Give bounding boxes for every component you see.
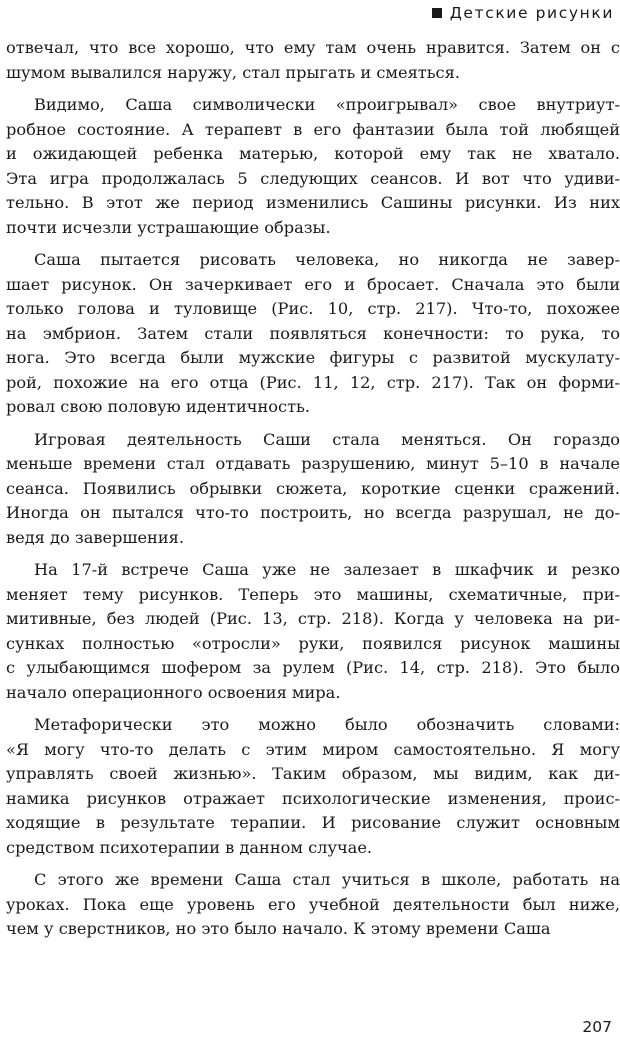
page-number: 207 — [582, 1018, 612, 1036]
text-line: средством психотерапии в данном случае. — [6, 837, 373, 857]
text-line: нога. Это всегда были мужские фигуры с развитой мускулату- — [6, 348, 620, 367]
paragraph — [6, 93, 620, 240]
text-line: начало операционного освоения мира. — [6, 682, 341, 702]
text-line: шумом вывалился наружу, стал прыгать и смеяться. — [6, 62, 460, 82]
text-line: Саша пытается рисовать человека, но никогда не завер- — [34, 250, 620, 269]
text-line: Эта игра продолжалась 5 следующих сеансов. И вот что удиви- — [6, 168, 620, 188]
text-line: на эмбрион. Затем стали появляться конечности: то рука, то — [6, 323, 620, 343]
text-line: управлять своей жизнью». Таким образом, мы видим, как ди- — [6, 764, 620, 783]
text-line: На 17-й встрече Саша уже не залезает в шкафчик и резко — [34, 560, 620, 579]
text-line: уроках. Пока еще уровень его учебной деятельности был ниже, — [6, 894, 620, 914]
running-header-title: Детские рисунки — [449, 4, 614, 22]
text-line: ведя до завершения. — [6, 527, 184, 547]
text-line: Видимо, Саша символически «проигрывал» свое внутриут- — [34, 95, 620, 114]
text-line: рой, похожие на его отца (Рис. 11, 12, стр. 217). Так он форми- — [6, 372, 620, 392]
text-line: сунках полностью «отросли» руки, появился рисунок машины — [6, 633, 620, 653]
text-line: шает рисунок. Он зачеркивает его и бросает. Сначала это были — [6, 274, 620, 294]
text-line: С этого же времени Саша стал учиться в школе, работать на — [34, 870, 620, 889]
text-line: почти исчезли устрашающие образы. — [6, 217, 331, 237]
text-line: чем у сверстников, но это было начало. К этому времени Саша — [6, 919, 551, 938]
text-line: с улыбающимся шофером за рулем (Рис. 14, стр. 218). Это было — [6, 658, 620, 677]
text-line: митивные, без людей (Рис. 13, стр. 218). Когда у человека на ри- — [6, 609, 620, 628]
paragraph — [6, 248, 620, 420]
paragraph — [6, 558, 620, 705]
paragraph — [6, 713, 620, 860]
paragraph — [6, 36, 620, 85]
text-line: только голова и туловище (Рис. 10, стр. 217). Что-то, похожее — [6, 299, 620, 318]
text-line: «Я могу что-то делать с этим миром самостоятельно. Я могу — [6, 739, 620, 759]
page-body — [6, 36, 620, 950]
square-bullet-icon — [432, 8, 442, 18]
paragraph — [6, 868, 620, 942]
text-line: отвечал, что все хорошо, что ему там очень нравится. Затем он с — [6, 38, 620, 57]
text-line: сеанса. Появились обрывки сюжета, короткие сценки сражений. — [6, 478, 620, 498]
text-line: Метафорически это можно было обозначить словами: — [34, 715, 620, 734]
running-header — [432, 2, 614, 24]
text-line: Игровая деятельность Саши стала меняться. Он гораздо — [34, 429, 620, 449]
text-line: Иногда он пытался что-то построить, но всегда разрушал, не до- — [6, 503, 620, 522]
text-line: намика рисунков отражает психологические изменения, проис- — [6, 788, 620, 808]
text-line: меняет тему рисунков. Теперь это машины, схематичные, при- — [6, 584, 620, 604]
text-line: меньше времени стал отдавать разрушению, минут 5–10 в начале — [6, 454, 620, 473]
text-line: ходящие в результате терапии. И рисование служит основным — [6, 813, 620, 832]
text-line: робное состояние. А терапевт в его фантазии была той любящей — [6, 119, 620, 139]
paragraph — [6, 428, 620, 551]
text-line: и ожидающей ребенка матерью, которой ему так не хватало. — [6, 144, 620, 163]
text-line: ровал свою половую идентичность. — [6, 397, 310, 416]
text-line: тельно. В этот же период изменились Сашины рисунки. Из них — [6, 193, 620, 212]
